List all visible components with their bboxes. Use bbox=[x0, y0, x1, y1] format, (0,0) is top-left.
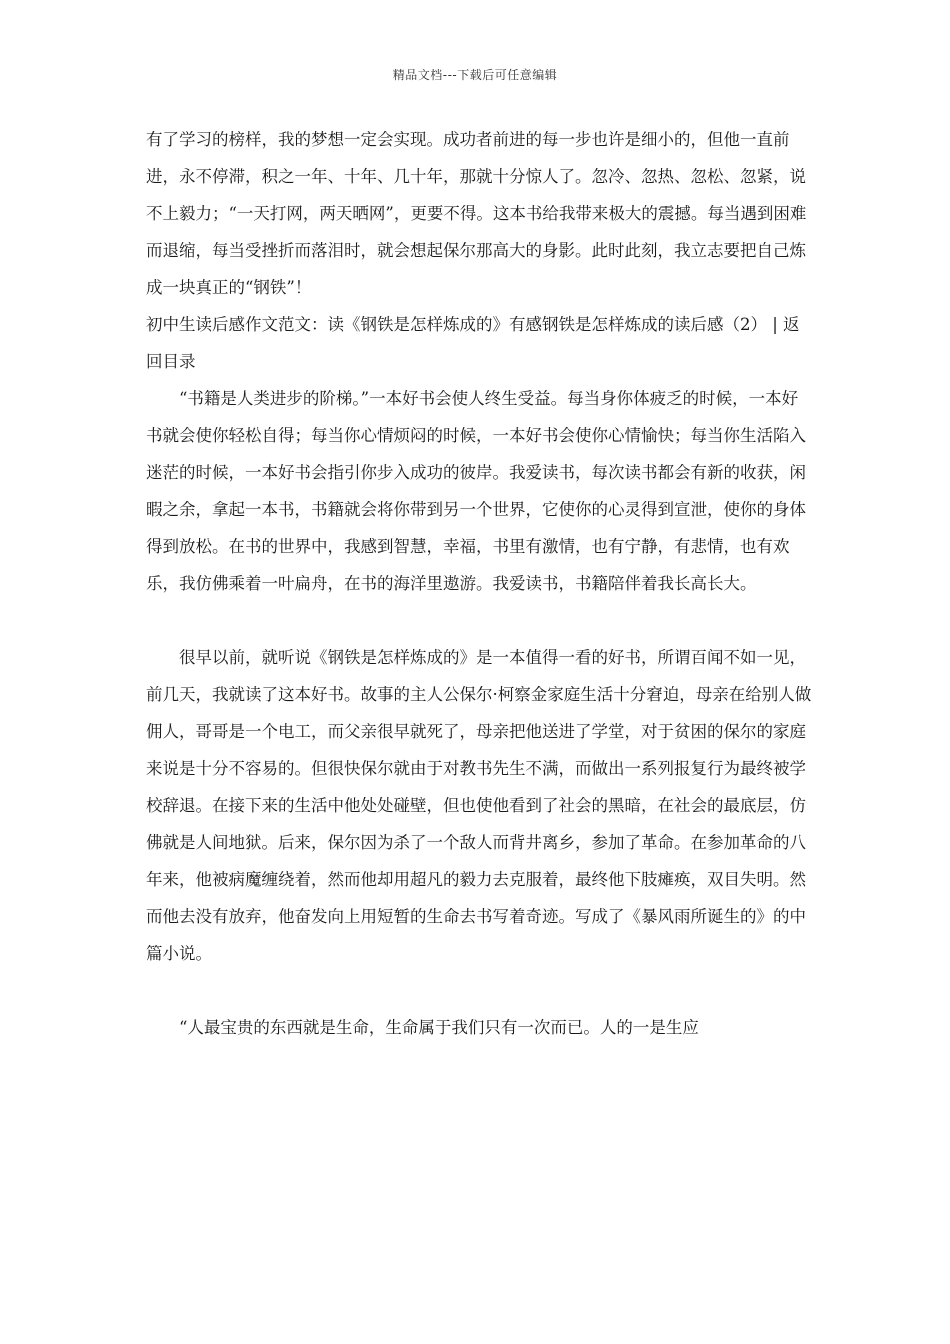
page-header: 精品文档---下载后可任意编辑 bbox=[392, 68, 558, 82]
paragraph-spacer bbox=[146, 602, 814, 639]
return-to-toc-link[interactable]: | 返回目录 bbox=[146, 315, 800, 371]
paragraph-books: “书籍是人类进步的阶梯。”一本好书会使人终生受益。每当身你体疲乏的时候，一本好书就会使你轻松自得；每当你心情烦闷的时候，一本好书会使你心情愉快；每当你生活陷入迷茫的时候，一本好书会指引你步入成功的彼岸。我爱读书，每次读书都会有新的收获，闲暇之余，拿起一本书，书籍就会将你带到另一个世界，它使你的心灵得到宣泄，使你的身体得到放松。在书的世界中，我感到智慧，幸福，书里有激情，也有宁静，有悲情，也有欢乐，我仿佛乘着一叶扁舟，在书的海洋里遨游。我爱读书，书籍陪伴着我长高长大。 bbox=[146, 389, 806, 593]
section-heading-text: 初中生读后感作文范文：读《钢铁是怎样炼成的》有感钢铁是怎样炼成的读后感（2） bbox=[146, 315, 773, 334]
paragraph-story: 很早以前，就听说《钢铁是怎样炼成的》是一本值得一看的好书，所谓百闻不如一见，前几天，我就读了这本好书。故事的主人公保尔·柯察金家庭生活十分窘迫，母亲在给别人做佣人，哥哥是一个电工，而父亲很早就死了，母亲把他送进了学堂，对于贫困的保尔的家庭来说是十分不容易的。但很快保尔就由于对教书先生不满，而做出一系列报复行为最终被学校辞退。在接下来的生活中他处处碰壁，但也使他看到了社会的黑暗，在社会的最底层，仿佛就是人间地狱。后来，保尔因为杀了一个敌人而背井离乡，参加了革命。在参加革命的八年来，他被病魔缠绕着，然而他却用超凡的毅力去克服着，最终他下肢瘫痪，双目失明。然而他去没有放弃，他奋发向上用短暂的生命去书写着奇迹。写成了《暴风雨所诞生的》的中篇小说。 bbox=[146, 648, 812, 963]
document-body bbox=[146, 121, 814, 1046]
section-heading bbox=[146, 306, 814, 380]
paragraph-spacer bbox=[146, 972, 814, 1009]
paragraph-continuation: 有了学习的榜样，我的梦想一定会实现。成功者前进的每一步也许是细小的，但他一直前进，永不停滞，积之一年、十年、几十年，那就十分惊人了。忽冷、忽热、忽松、忽紧，说不上毅力；“一天打网，两天晒网”，更要不得。这本书给我带来极大的震撼。每当遇到困难而退缩，每当受挫折而落泪时，就会想起保尔那高大的身影。此时此刻，我立志要把自己炼成一块真正的“钢铁”！ bbox=[146, 130, 807, 297]
paragraph-quote: “人最宝贵的东西就是生命，生命属于我们只有一次而已。人的一是生应 bbox=[179, 1018, 699, 1037]
